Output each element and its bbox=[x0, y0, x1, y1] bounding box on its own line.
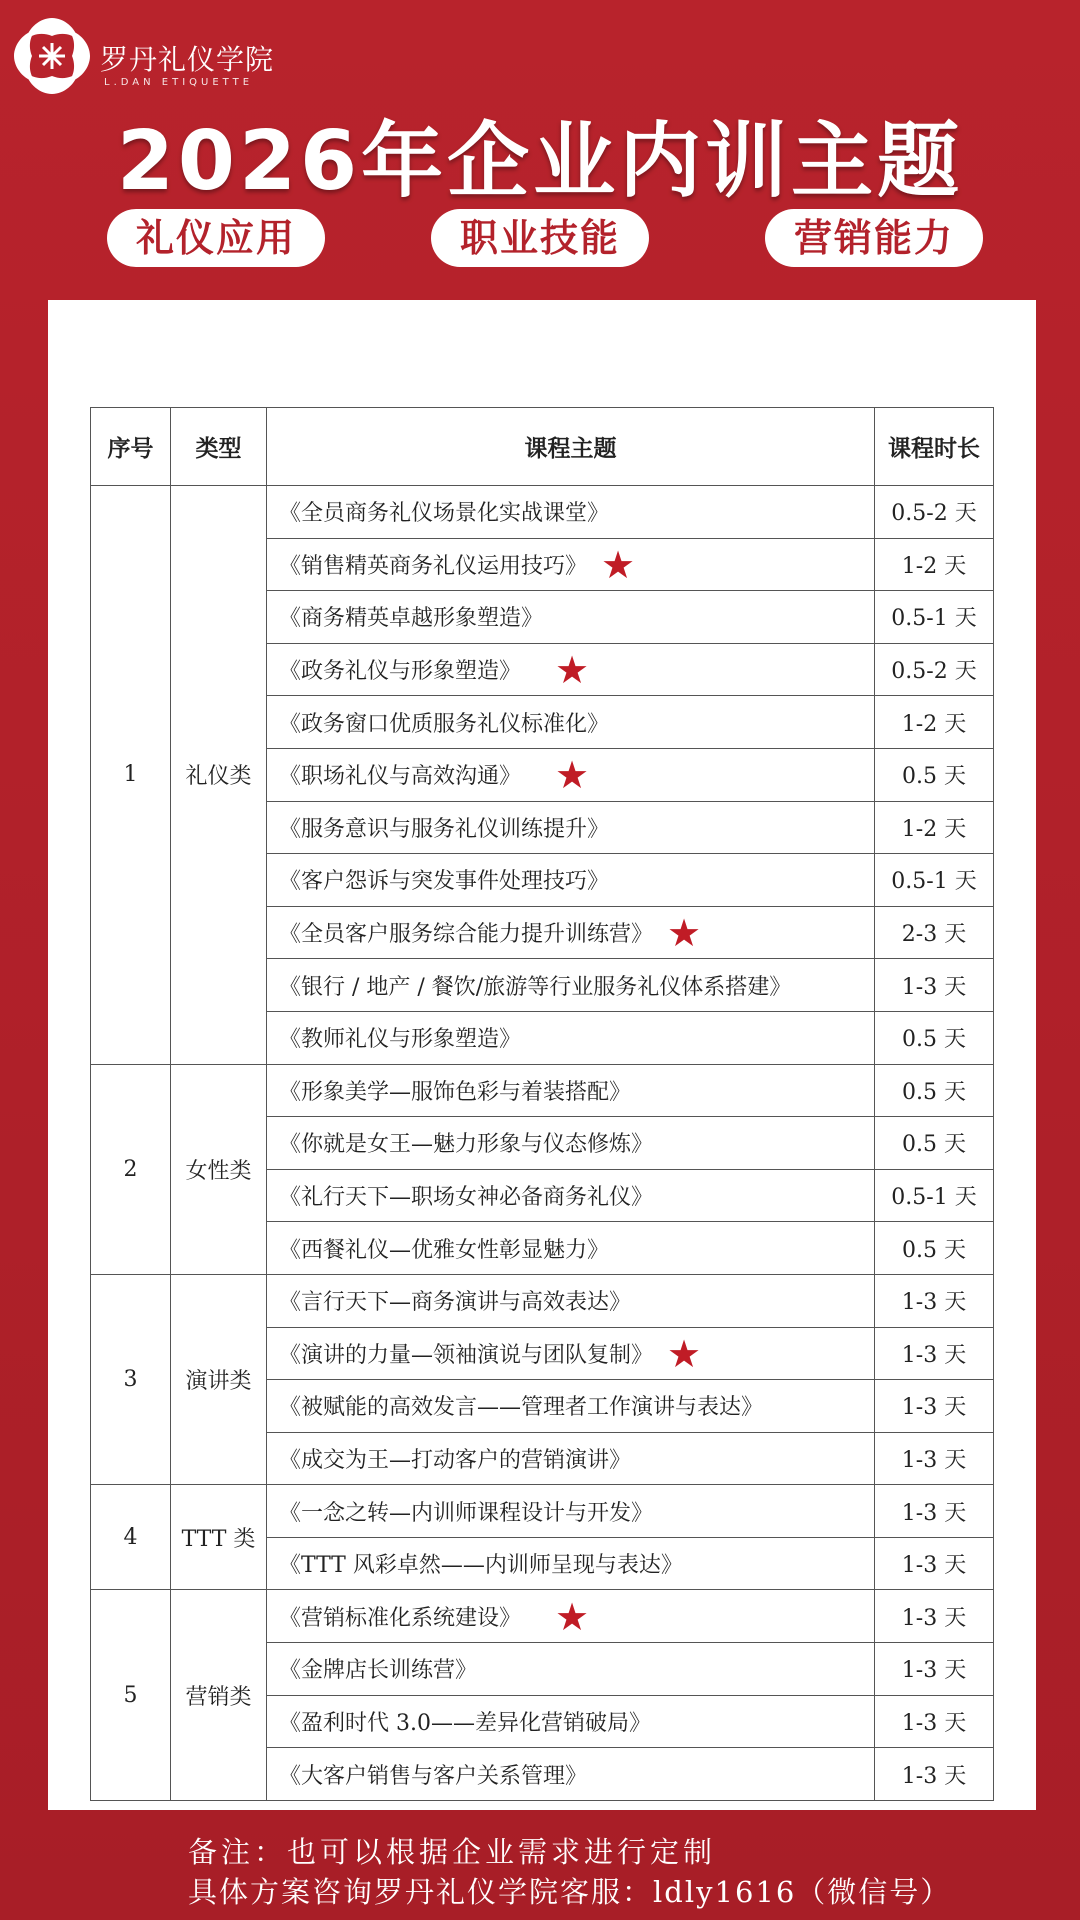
course-duration: 0.5-2 天 bbox=[875, 643, 994, 696]
course-topic: 《西餐礼仪—优雅女性彰显魅力》 bbox=[279, 1237, 610, 1263]
course-duration: 1-3 天 bbox=[875, 1485, 994, 1538]
group-type: 营销类 bbox=[171, 1590, 267, 1800]
course-duration: 0.5 天 bbox=[875, 748, 994, 801]
header-duration: 课程时长 bbox=[875, 408, 994, 486]
course-topic-cell bbox=[267, 1011, 875, 1064]
course-duration: 0.5 天 bbox=[875, 1064, 994, 1117]
course-topic: 《你就是女王—魅力形象与仪态修炼》 bbox=[279, 1132, 654, 1158]
course-topic-cell bbox=[267, 748, 875, 801]
course-duration: 0.5-1 天 bbox=[875, 591, 994, 644]
course-duration: 1-3 天 bbox=[875, 1432, 994, 1485]
course-topic: 《销售精英商务礼仪运用技巧》 bbox=[279, 553, 588, 579]
course-topic: 《商务精英卓越形象塑造》 bbox=[279, 606, 544, 632]
course-duration: 1-3 天 bbox=[875, 1695, 994, 1748]
group-type: 演讲类 bbox=[171, 1274, 267, 1484]
table-row bbox=[91, 486, 994, 539]
course-topic-cell bbox=[267, 643, 875, 696]
course-duration: 1-3 天 bbox=[875, 1748, 994, 1801]
course-duration: 1-2 天 bbox=[875, 696, 994, 749]
course-topic: 《服务意识与服务礼仪训练提升》 bbox=[279, 816, 610, 842]
course-duration: 1-3 天 bbox=[875, 959, 994, 1012]
brand-name-en: L.DAN ETIQUETTE bbox=[104, 77, 254, 88]
flower-emblem-icon bbox=[8, 12, 96, 100]
course-duration: 1-2 天 bbox=[875, 538, 994, 591]
course-duration: 1-3 天 bbox=[875, 1380, 994, 1433]
header-type: 类型 bbox=[171, 408, 267, 486]
course-topic: 《被赋能的高效发言——管理者工作演讲与表达》 bbox=[279, 1395, 764, 1421]
group-index: 2 bbox=[91, 1064, 171, 1274]
recommended-star-icon: ★ bbox=[555, 753, 590, 798]
category-pill-etiquette: 礼仪应用 bbox=[107, 209, 325, 267]
course-topic: 《大客户销售与客户关系管理》 bbox=[279, 1763, 588, 1789]
course-topic: 《形象美学—服饰色彩与着装搭配》 bbox=[279, 1079, 632, 1105]
course-topic: 《全员商务礼仪场景化实战课堂》 bbox=[279, 501, 610, 527]
recommended-star-icon: ★ bbox=[667, 1331, 702, 1376]
course-topic: 《礼行天下—职场女神必备商务礼仪》 bbox=[279, 1185, 654, 1211]
course-duration: 1-2 天 bbox=[875, 801, 994, 854]
course-topic-cell bbox=[267, 1432, 875, 1485]
course-topic: 《政务礼仪与形象塑造》 bbox=[279, 659, 522, 685]
table-row bbox=[91, 1485, 994, 1538]
course-topic: 《职场礼仪与高效沟通》 bbox=[279, 764, 522, 790]
category-pill-marketing: 营销能力 bbox=[765, 209, 983, 267]
course-topic-cell bbox=[267, 1643, 875, 1696]
course-topic-cell bbox=[267, 1695, 875, 1748]
course-topic-cell bbox=[267, 1169, 875, 1222]
course-topic-cell bbox=[267, 1380, 875, 1433]
course-topic: 《言行天下—商务演讲与高效表达》 bbox=[279, 1290, 632, 1316]
course-topic-cell bbox=[267, 1064, 875, 1117]
table-header-row bbox=[91, 408, 994, 486]
footer-contact: 具体方案咨询罗丹礼仪学院客服：ldly1616（微信号） bbox=[188, 1875, 952, 1909]
course-topic: 《营销标准化系统建设》 bbox=[279, 1605, 522, 1631]
course-duration: 1-3 天 bbox=[875, 1274, 994, 1327]
course-topic: 《TTT 风彩卓然——内训师呈现与表达》 bbox=[279, 1553, 683, 1579]
group-index: 3 bbox=[91, 1274, 171, 1484]
course-topic: 《金牌店长训练营》 bbox=[279, 1658, 478, 1684]
course-duration: 0.5-1 天 bbox=[875, 1169, 994, 1222]
course-topic-cell bbox=[267, 696, 875, 749]
header-topic: 课程主题 bbox=[267, 408, 875, 486]
course-topic: 《教师礼仪与形象塑造》 bbox=[279, 1027, 522, 1053]
course-duration: 1-3 天 bbox=[875, 1537, 994, 1590]
course-topic-cell bbox=[267, 854, 875, 907]
course-topic-cell bbox=[267, 538, 875, 591]
course-topic-cell bbox=[267, 1485, 875, 1538]
brand-name-cn: 罗丹礼仪学院 bbox=[100, 43, 275, 76]
course-topic: 《成交为王—打动客户的营销演讲》 bbox=[279, 1447, 632, 1473]
course-topic-cell bbox=[267, 906, 875, 959]
recommended-star-icon: ★ bbox=[667, 911, 702, 956]
recommended-star-icon: ★ bbox=[555, 648, 590, 693]
course-topic-cell bbox=[267, 1327, 875, 1380]
course-duration: 1-3 天 bbox=[875, 1643, 994, 1696]
table-row bbox=[91, 1064, 994, 1117]
course-topic: 《银行 / 地产 / 餐饮/旅游等行业服务礼仪体系搭建》 bbox=[279, 974, 792, 1000]
course-duration: 0.5 天 bbox=[875, 1222, 994, 1275]
course-topic-cell bbox=[267, 1222, 875, 1275]
course-topic: 《演讲的力量—领袖演说与团队复制》 bbox=[279, 1342, 654, 1368]
group-type: 礼仪类 bbox=[171, 486, 267, 1065]
course-duration: 1-3 天 bbox=[875, 1590, 994, 1643]
course-topic-cell bbox=[267, 959, 875, 1012]
course-duration: 0.5-2 天 bbox=[875, 486, 994, 539]
group-index: 5 bbox=[91, 1590, 171, 1800]
course-topic: 《政务窗口优质服务礼仪标准化》 bbox=[279, 711, 610, 737]
recommended-star-icon: ★ bbox=[555, 1594, 590, 1639]
course-topic-cell bbox=[267, 801, 875, 854]
group-type: 女性类 bbox=[171, 1064, 267, 1274]
course-topic-cell bbox=[267, 1748, 875, 1801]
course-duration: 2-3 天 bbox=[875, 906, 994, 959]
group-index: 4 bbox=[91, 1485, 171, 1590]
course-topic-cell bbox=[267, 1590, 875, 1643]
course-duration: 1-3 天 bbox=[875, 1327, 994, 1380]
course-topic: 《盈利时代 3.0——差异化营销破局》 bbox=[279, 1710, 651, 1736]
course-topic-cell bbox=[267, 591, 875, 644]
table-body bbox=[91, 486, 994, 1801]
course-topic-cell bbox=[267, 1537, 875, 1590]
course-table bbox=[90, 407, 994, 1801]
table-row bbox=[91, 1274, 994, 1327]
course-duration: 0.5 天 bbox=[875, 1011, 994, 1064]
table-row bbox=[91, 1590, 994, 1643]
recommended-star-icon: ★ bbox=[601, 542, 636, 587]
course-topic-cell bbox=[267, 1117, 875, 1170]
course-topic-cell bbox=[267, 486, 875, 539]
course-topic: 《一念之转—内训师课程设计与开发》 bbox=[279, 1500, 654, 1526]
course-topic: 《全员客户服务综合能力提升训练营》 bbox=[279, 922, 654, 948]
course-topic: 《客户怨诉与突发事件处理技巧》 bbox=[279, 869, 610, 895]
page-title: 2026年企业内训主题 bbox=[116, 114, 964, 209]
course-duration: 0.5-1 天 bbox=[875, 854, 994, 907]
header-index: 序号 bbox=[91, 408, 171, 486]
group-type: TTT 类 bbox=[171, 1485, 267, 1590]
course-topic-cell bbox=[267, 1274, 875, 1327]
category-pill-skills: 职业技能 bbox=[431, 209, 649, 267]
group-index: 1 bbox=[91, 486, 171, 1065]
course-duration: 0.5 天 bbox=[875, 1117, 994, 1170]
footer-note: 备注：也可以根据企业需求进行定制 bbox=[188, 1835, 717, 1869]
